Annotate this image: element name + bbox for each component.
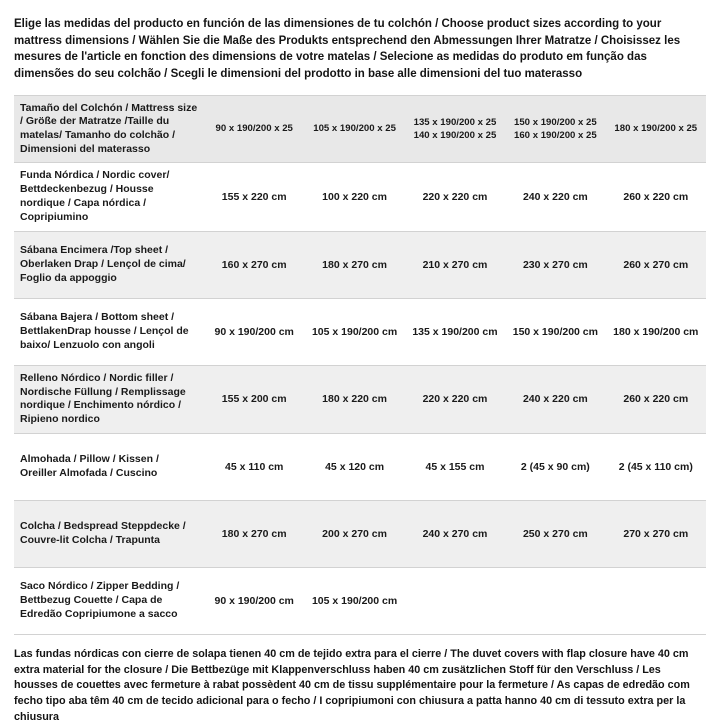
row-value: 180 x 220 cm — [304, 365, 404, 433]
header-col-3: 135 x 190/200 x 25 140 x 190/200 x 25 — [405, 95, 505, 163]
table-row — [14, 298, 706, 365]
row-value: 210 x 270 cm — [405, 231, 505, 298]
row-value: 45 x 155 cm — [405, 434, 505, 501]
row-value: 240 x 220 cm — [505, 163, 605, 231]
row-value: 240 x 220 cm — [505, 365, 605, 433]
row-value: 135 x 190/200 cm — [405, 298, 505, 365]
row-value: 200 x 270 cm — [304, 501, 404, 568]
row-value: 240 x 270 cm — [405, 501, 505, 568]
header-col-4: 150 x 190/200 x 25 160 x 190/200 x 25 — [505, 95, 605, 163]
row-label: Almohada / Pillow / Kissen / Oreiller Almofada / Cuscino — [14, 434, 204, 501]
row-label: Colcha / Bedspread Steppdecke / Couvre-lit Colcha / Trapunta — [14, 501, 204, 568]
table-row — [14, 568, 706, 635]
row-value: 180 x 270 cm — [204, 501, 304, 568]
row-value: 260 x 220 cm — [606, 365, 706, 433]
table-row — [14, 501, 706, 568]
row-label: Relleno Nórdico / Nordic filler / Nordische Füllung / Remplissage nordique / Enchimento nórdico / Ripieno nordico — [14, 365, 204, 433]
row-value: 100 x 220 cm — [304, 163, 404, 231]
intro-text: Elige las medidas del producto en función de las dimensiones de tu colchón / Choose product sizes according to your mattress dimensions / Wählen Sie die Maße des Produkts entsprechend den Abmessungen Ihrer Matratze / Choisissez les mesures de l'article en fonction des dimensions de votre matelas / Selecione as medidas do produto em função das dimensões do seu colchão / Scegli le dimensioni del prodotto in base alle dimensioni del tuo materasso — [14, 18, 681, 81]
header-col-1: 90 x 190/200 x 25 — [204, 95, 304, 163]
header-col-2: 105 x 190/200 x 25 — [304, 95, 404, 163]
row-value — [405, 568, 505, 635]
table-row — [14, 434, 706, 501]
header-label-cell: Tamaño del Colchón / Mattress size / Größe der Matratze /Taille du matelas/ Tamanho do colchão / Dimensioni del materasso — [14, 95, 204, 163]
row-value: 155 x 200 cm — [204, 365, 304, 433]
row-label: Saco Nórdico / Zipper Bedding / Bettbezug Couette / Capa de Edredão Copripiumone a sacco — [14, 568, 204, 635]
table-row — [14, 163, 706, 231]
row-value: 105 x 190/200 cm — [304, 298, 404, 365]
table-body — [14, 95, 706, 634]
mattress-size-table — [14, 95, 706, 635]
row-value: 180 x 190/200 cm — [606, 298, 706, 365]
row-value: 180 x 270 cm — [304, 231, 404, 298]
row-value: 220 x 220 cm — [405, 163, 505, 231]
row-label: Sábana Bajera / Bottom sheet / BettlakenDrap housse / Lençol de baixo/ Lenzuolo con angoli — [14, 298, 204, 365]
row-value: 160 x 270 cm — [204, 231, 304, 298]
row-value — [606, 568, 706, 635]
row-value: 230 x 270 cm — [505, 231, 605, 298]
row-value: 150 x 190/200 cm — [505, 298, 605, 365]
row-value: 260 x 270 cm — [606, 231, 706, 298]
row-value: 260 x 220 cm — [606, 163, 706, 231]
row-value: 250 x 270 cm — [505, 501, 605, 568]
row-value: 90 x 190/200 cm — [204, 568, 304, 635]
row-value: 2 (45 x 110 cm) — [606, 434, 706, 501]
row-value: 45 x 110 cm — [204, 434, 304, 501]
row-value: 45 x 120 cm — [304, 434, 404, 501]
header-col-5: 180 x 190/200 x 25 — [606, 95, 706, 163]
footnote-text: Las fundas nórdicas con cierre de solapa tienen 40 cm de tejido extra para el cierre / The duvet covers with flap closure have 40 cm extra material for the closure / Die Bettbezüge mit Klappenverschluss haben 40 cm zusätzlichen Stoff für den Verschluss / Les housses de couettes avec fermeture à rabat possèdent 40 cm de tissu supplémentaire pour la fermeture / As capas de edredão com fecho tipo aba têm 40 cm de tecido adicional para o fecho / I copripiumoni con chiusura a patta hanno 40 cm di tessuto extra per la chiusura — [14, 648, 690, 723]
row-value: 90 x 190/200 cm — [204, 298, 304, 365]
row-label: Sábana Encimera /Top sheet / Oberlaken Drap / Lençol de cima/ Foglio da appoggio — [14, 231, 204, 298]
row-value: 2 (45 x 90 cm) — [505, 434, 605, 501]
table-header-row — [14, 95, 706, 163]
row-label: Funda Nórdica / Nordic cover/ Bettdeckenbezug / Housse nordique / Capa nórdica / Copripiumino — [14, 163, 204, 231]
row-value: 220 x 220 cm — [405, 365, 505, 433]
table-row — [14, 365, 706, 433]
row-value — [505, 568, 605, 635]
row-value: 105 x 190/200 cm — [304, 568, 404, 635]
row-value: 270 x 270 cm — [606, 501, 706, 568]
row-value: 155 x 220 cm — [204, 163, 304, 231]
table-row — [14, 231, 706, 298]
